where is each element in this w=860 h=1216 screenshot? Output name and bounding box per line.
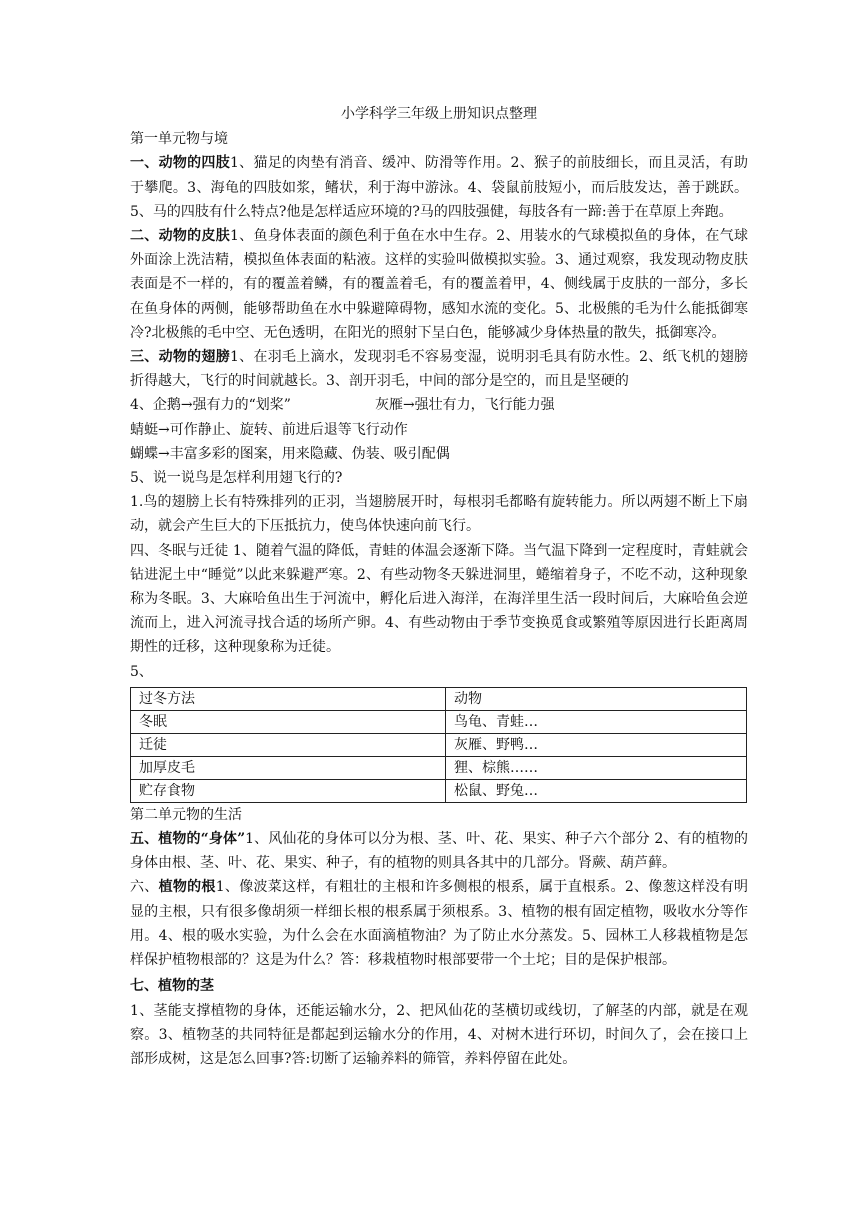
- dragonfly-line: 蜻蜓→可作静止、旋转、前进后退等飞行动作: [130, 421, 408, 438]
- section-2-body: 1、鱼身体表面的颜色利于鱼在水中生存。2、用装水的气球模拟鱼的身体，在气球外面涂上洗洁精，模拟鱼体表面的粘液。这样的实验叫做模拟实验。3、通过观察，我发现动物皮肤表面是不一样的，有的覆盖着鳞，有的覆盖着毛，有的覆盖着甲，4、侧线属于皮肤的一部分，多长在鱼身体的两侧，能够帮助鱼在水中躲避障碍物，感知水流的变化。5、北极熊的毛为什么能抵御寒冷?北极熊的毛中空、无色透明，在阳光的照射下呈白色，能够减少身体热量的散失，抵御寒冷。: [130, 228, 749, 341]
- table-cell: 冬眠: [131, 710, 446, 733]
- bird-flight-answer: 1.鸟的翅膀上长有特殊排列的正羽，当翅膀展开时，每根羽毛都略有旋转能力。所以两翅不断上下扇动，就会产生巨大的下压抵抗力，使鸟体快速向前飞行。: [130, 494, 748, 535]
- table-cell: 狸、棕熊……: [446, 756, 747, 779]
- table-cell: 贮存食物: [131, 779, 446, 802]
- penguin-line: 4、企鹅→强有力的“划桨”: [130, 397, 291, 414]
- unit-1-heading: 第一单元物与境: [130, 131, 228, 148]
- document-title: 小学科学三年级上册知识点整理: [341, 106, 537, 122]
- section-3: [130, 345, 748, 393]
- table-row: [131, 756, 747, 779]
- section-5-body: 1、风仙花的身体可以分为根、茎、叶、花、果实、种子六个部分 2、有的植物的身体由根、茎、叶、花、果实、种子，有的植物的则具各其中的几部分。肾蕨、葫芦藓。: [130, 831, 749, 872]
- section-6-body: 1、像波菜这样，有粗壮的主根和许多侧根的根系，属于直根系。2、像葱这样没有明显的主根，只有很多像胡须一样细长根的根系属于须根系。3、植物的根有固定植物，吸收水分等作用。4、根的吸水实验，为什么会在水面滴植物油？为了防止水分蒸发。5、园林工人移栽植物是怎样保护植物根部的？这是为什么？答：移栽植物时根部要带一个土坨；目的是保护根部。: [130, 879, 749, 969]
- section-6: [130, 875, 748, 972]
- unit-2-heading: 第二单元物的生活: [130, 806, 242, 823]
- butterfly-line: 蝴蝶→丰富多彩的图案，用来隐藏、伪装、吸引配偶: [130, 445, 450, 462]
- section-2: [130, 224, 748, 345]
- section-1: [130, 151, 748, 224]
- table-row: [131, 733, 747, 756]
- section-3-line-4: [130, 393, 748, 417]
- bird-flight-question: 5、说一说鸟是怎样利用翅飞行的?: [130, 470, 343, 487]
- goose-line: 灰雁→强壮有力，飞行能力强: [374, 397, 555, 414]
- section-7-body: 1、茎能支撑植物的身体，还能运输水分，2、把风仙花的茎横切或线切，了解茎的内部，就是在观察。3、植物茎的共同特征是都起到运输水分的作用，4、对树木进行环切，时间久了，会在接口上部形成树，这是怎么回事?答:切断了运输养料的筛管，养料停留在此处。: [130, 1002, 748, 1067]
- section-3-heading: 三、动物的翅膀: [130, 349, 230, 366]
- section-2-heading: 二、动物的皮肤: [130, 228, 230, 245]
- table-header-row: [131, 687, 747, 710]
- section-7-heading: 七、植物的茎: [130, 978, 214, 995]
- section-1-heading: 一、动物的四肢: [130, 155, 230, 172]
- section-6-prefix: 六、: [130, 879, 159, 896]
- table-cell: 迁徒: [131, 733, 446, 756]
- table-cell: 松鼠、野兔…: [446, 779, 747, 802]
- table-cell: 灰雁、野鸭…: [446, 733, 747, 756]
- table-cell: 加厚皮毛: [131, 756, 446, 779]
- section-5-heading: 五、植物的“身体”: [130, 831, 246, 848]
- section-4-item-5: 5、: [130, 663, 153, 680]
- section-4: 四、冬眠与迁徒 1、随着气温的降低，青蛙的体温会逐渐下降。当气温下降到一定程度时，青蛙就会钻进泥土中“睡觉”以此来躲避严寒。2、有些动物冬天躲进洞里，蜷缩着身子，不吃不动，这种现象称为冬眠。3、大麻哈鱼出生于河流中，孵化后进入海洋，在海洋里生活一段时间后，大麻哈鱼会逆流而上，进入河流寻找合适的场所产卵。4、有些动物由于季节变换觅食或繁殖等原因进行长距离周期性的迁移，这种现象称为迁徒。: [130, 542, 748, 656]
- document-page: [130, 102, 748, 1071]
- table-row: [131, 710, 747, 733]
- table-cell: 鸟龟、青蛙…: [446, 710, 747, 733]
- section-3-body: 1、在羽毛上滴水，发现羽毛不容易变湿，说明羽毛具有防水性。2、纸飞机的翅膀折得越大，飞行的时间就越长。3、剖开羽毛，中间的部分是空的，而且是坚硬的: [130, 349, 749, 390]
- section-1-body: 1、猫足的肉垫有消音、缓冲、防滑等作用。2、猴子的前肢细长，而且灵活，有助于攀爬。3、海龟的四肢如浆，鳍状，利于海中游泳。4、袋鼠前肢短小，而后肢发达，善于跳跃。5、马的四肢有什么特点?他是怎样适应环境的?马的四肢强健，每肢各有一蹄:善于在草原上奔跑。: [130, 155, 749, 220]
- section-6-heading: 植物的根: [158, 879, 216, 896]
- table-header-cell: 过冬方法: [131, 687, 446, 710]
- section-5: [130, 827, 748, 875]
- wintering-table: [130, 687, 747, 803]
- table-row: [131, 779, 747, 802]
- table-header-cell: 动物: [446, 687, 747, 710]
